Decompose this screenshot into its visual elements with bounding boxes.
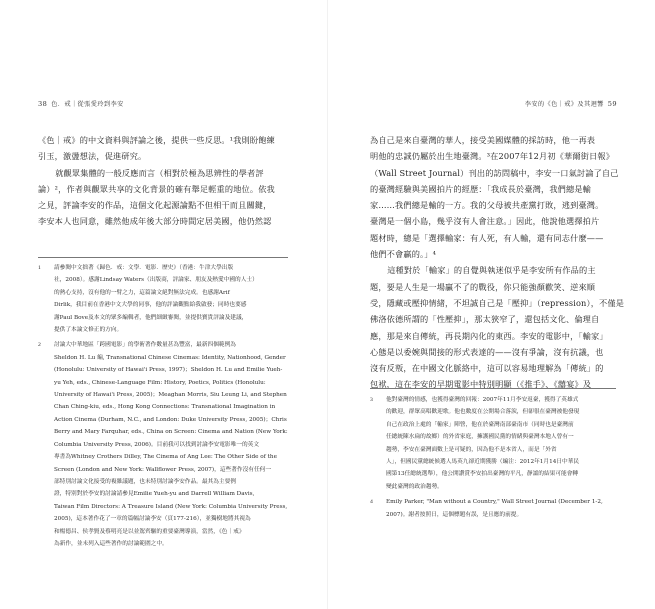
text-line: 題材時，總是「選擇輸家：有人死，有人輸，還有同志什麼—— [370,232,604,243]
left-running-head [38,99,124,108]
note-line: Taiwan Film Directors: A Treasure Island (New York: Columbia University Press, [54,503,288,510]
left-footnotes [38,262,288,553]
note-line: 2007)。謝者按照日，這個標題有誤，是且應的前提。 [386,511,523,518]
left-running-title: 色．戒｜從張愛玲到李安 [51,101,124,108]
note-line: Action Cinema (Durham, N.C., and London: Duke University Press, 2005)；Chris [54,416,287,423]
note-line: Dirlik，我目前在香港中文大學的同事，他的評論觀點給我啟發；同時也要感 [54,302,247,309]
footnote-1 [38,262,288,336]
right-body-text [370,132,625,393]
text-line: 就觀眾集體的一般反應而言（相對於極為思辨性的學者評 [55,167,264,178]
note-line: 部特別討論文化接受的複雜議題，也未特別討論李安作品。最其為主要例 [54,478,236,485]
right-footnote-rule [370,388,616,389]
note-line: University of Hawai'i Press, 2005)；Meaghan Morris, Siu Leung Li, and Stephen [54,392,287,399]
text-line: 心態是以委婉與間接的形式表達的——沒有爭論，沒有抗議，也 [370,346,604,357]
text-line: 論）²，作者與觀眾共享的文化背景的確有舉足輕重的地位。依我 [38,183,275,194]
footnote-number: 2 [38,342,41,349]
right-paragraph-1 [370,132,619,262]
text-line: 引玉，激盪想法，促進研究。 [38,151,147,162]
note-line: 趨勢，李安在臺灣面數上是可疑的，因為他不是本省人，而是「外省 [386,446,557,453]
text-line: 李安本人也同意，雖然他成年後大部分時間定居美國，他仍然認 [38,216,272,227]
text-line: 之見，評論李安的作品，這個文化起源論點不但相干而且關鍵， [38,200,272,211]
note-line: Emily Parker, "Man without a Country," Wall Street Journal (December 1-2, [386,499,603,506]
left-page [0,0,327,609]
text-line: 題，要是人生是一場贏不了的戰役，你只能強顏歡笑、逆來順 [370,281,596,292]
note-line: 和楊德昌、侯孝賢及蔡明亮是以並駕齊驅的重要臺灣導演，當然，《色｜戒》 [54,528,245,535]
note-line: 任總統陳水扁的故鄉）的外省家庭，擁護國民黨的情緒與臺灣本地人曾有一 [386,434,574,441]
right-page [328,0,655,609]
text-line: 應，那是來自傳統，再長期內化的東西。李安的電影中，「輸家」 [370,330,608,341]
right-footnotes [370,394,616,524]
note-line: 國第13任總統選舉），他公開讚賞李安拍出臺灣的平凡，靜謐的結果可能會轉 [386,471,579,478]
text-line: 他們不會贏的。」⁴ [370,249,437,260]
footnote-2 [38,339,288,550]
left-paragraph-2 [38,165,288,230]
text-line: 沒有反叛，在中國文化脈絡中，這可以容易地理解為「傳統」的 [370,363,604,374]
text-line: 《色｜戒》的中文資料與評論之後，提供一些反思。¹我則盼飽練 [38,135,275,145]
right-running-title: 李安的《色｜戒》及其迴響 [524,101,604,108]
footnote-number: 1 [38,265,41,271]
note-line: 的熱心支持，沒有他的一臂之力，這篇論文絕對無法完成。也感謝Arif [54,289,230,296]
text-line: （Wall Street Journal）刊出的訪問稿中，李安一口氣討論了自己 [370,167,619,178]
note-line: 討論大中華地區「跨國電影」的學術著作數量甚為豐富，最新四個範例為 [54,342,236,349]
text-line: 明他的忠誠仍屬於出生地臺灣。³在2007年12月初《華爾街日報》 [370,151,615,162]
note-line: Berry and Mary Farquhar, eds., China on Screen: Cinema and Nation (New York: [54,429,288,436]
footnote-4 [370,496,616,521]
note-line: yu Yeh, eds., Chinese-Language Film: History, Poetics, Politics (Honolulu: [54,379,266,386]
right-page-number: 59 [607,100,617,108]
left-footnote-rule [38,257,288,258]
note-line: 的歡迎，群眾高唱歡迎歌。他也數度在公開場合落淚，但卻很在臺灣被他發現 [386,409,580,416]
footnote-3 [370,394,616,493]
note-line: Chan Ching-kiu, eds., Hong Kong Connections: Transnational Imagination in [54,404,276,411]
note-line: 自己在政治上處的「輸家」陣營，他在於臺灣南部臺南市（同時也是臺灣前 [386,421,574,428]
note-line: 謝Paul Bove及本文的眾多編輯者，他們細緻審閱，並提供寶貴評論及建議， [54,314,248,321]
text-line: 佛洛依德所謂的「性壓抑」，那太狹窄了，還包括文化、倫理自 [370,314,600,325]
footnote-text [386,496,616,521]
text-line: 為自己是來自臺灣的華人，接受美國媒體的採訪時，他一再表 [370,135,596,145]
note-line: 證，特別對於李安的討論請參見Emilie Yueh-yu and Darrell William Davis, [54,491,255,498]
text-line: 的臺灣經驗與美國拍片的經歷：「我成長於臺灣，我們總是輸 [370,183,592,194]
note-line: 2005)，這本著作花了一章的篇幅討論李安（頁177-216），並獨樹地將其視為 [54,516,251,523]
right-running-head [525,99,617,108]
note-line: 為新作，並未列入這些著作的討論範圍之中。 [54,540,168,547]
note-line: 專書為Whitney Crothers Dilley, The Cinema of Ang Lee: The Other Side of the [54,454,277,461]
text-line: 受，隱藏或壓抑情緒，不坦誠自己是「壓抑」（repression），不僅是 [370,297,625,308]
footnote-number: 3 [370,397,373,403]
text-line: 臺灣是一個小島，幾乎沒有人會注意。」因此，他說他選擇拍片 [370,216,600,227]
note-line: 提供了本論文修正的方向。 [54,327,123,334]
note-line: 他對臺灣的情感，也獲得臺灣的回報：2007年11月李安返臺，獲得了英雄式 [386,397,579,403]
footnote-text [54,262,288,336]
note-line: Screen (London and New York: Wallflower Press, 2007)，這些著作沒有任何一 [54,466,272,473]
footnote-text [386,394,616,493]
footnote-number: 4 [370,499,373,506]
note-line: (Honolulu: University of Hawai'i Press, 1997)；Sheldon H. Lu and Emilie Yueh- [54,367,283,374]
right-paragraph-2 [370,262,625,392]
left-page-number: 38 [38,100,48,108]
note-line: 人」，但國民黨總統候選人馬英九卻近期獲勝（編注：2012年1月14日中華民 [386,459,580,466]
text-line: 家……我們總是輸的一方。我的父母被共產黨打敗，逃到臺灣。 [370,200,604,211]
footnote-text [54,339,288,550]
left-body-text [38,132,288,230]
text-line: 包袱，這在李安的早期電影中特別明顯（《推手》、《囍宴》及 [370,379,592,390]
text-line: 這種對於「輸家」的自覺與執迷似乎是李安所有作品的主 [387,265,596,276]
note-line: 變此臺灣的政治趨勢。 [386,483,443,490]
note-line: Columbia University Press, 2006)。目前我可以找到討論李安電影唯一的英文 [54,441,260,448]
note-line: 請參閱中文拙著《歸色．戒：文學．電影．歷史》（香港：牛津大學出版 [54,265,234,271]
left-paragraph-1 [38,132,288,165]
note-line: 社，2008）。感謝Lindsay Waters（出版商，評論家、朋友及熱愛中國的人士） [54,277,258,284]
note-line: Sheldon H. Lu 編, Transnational Chinese Cinemas: Identity, Nationhood, Gender [54,354,286,361]
